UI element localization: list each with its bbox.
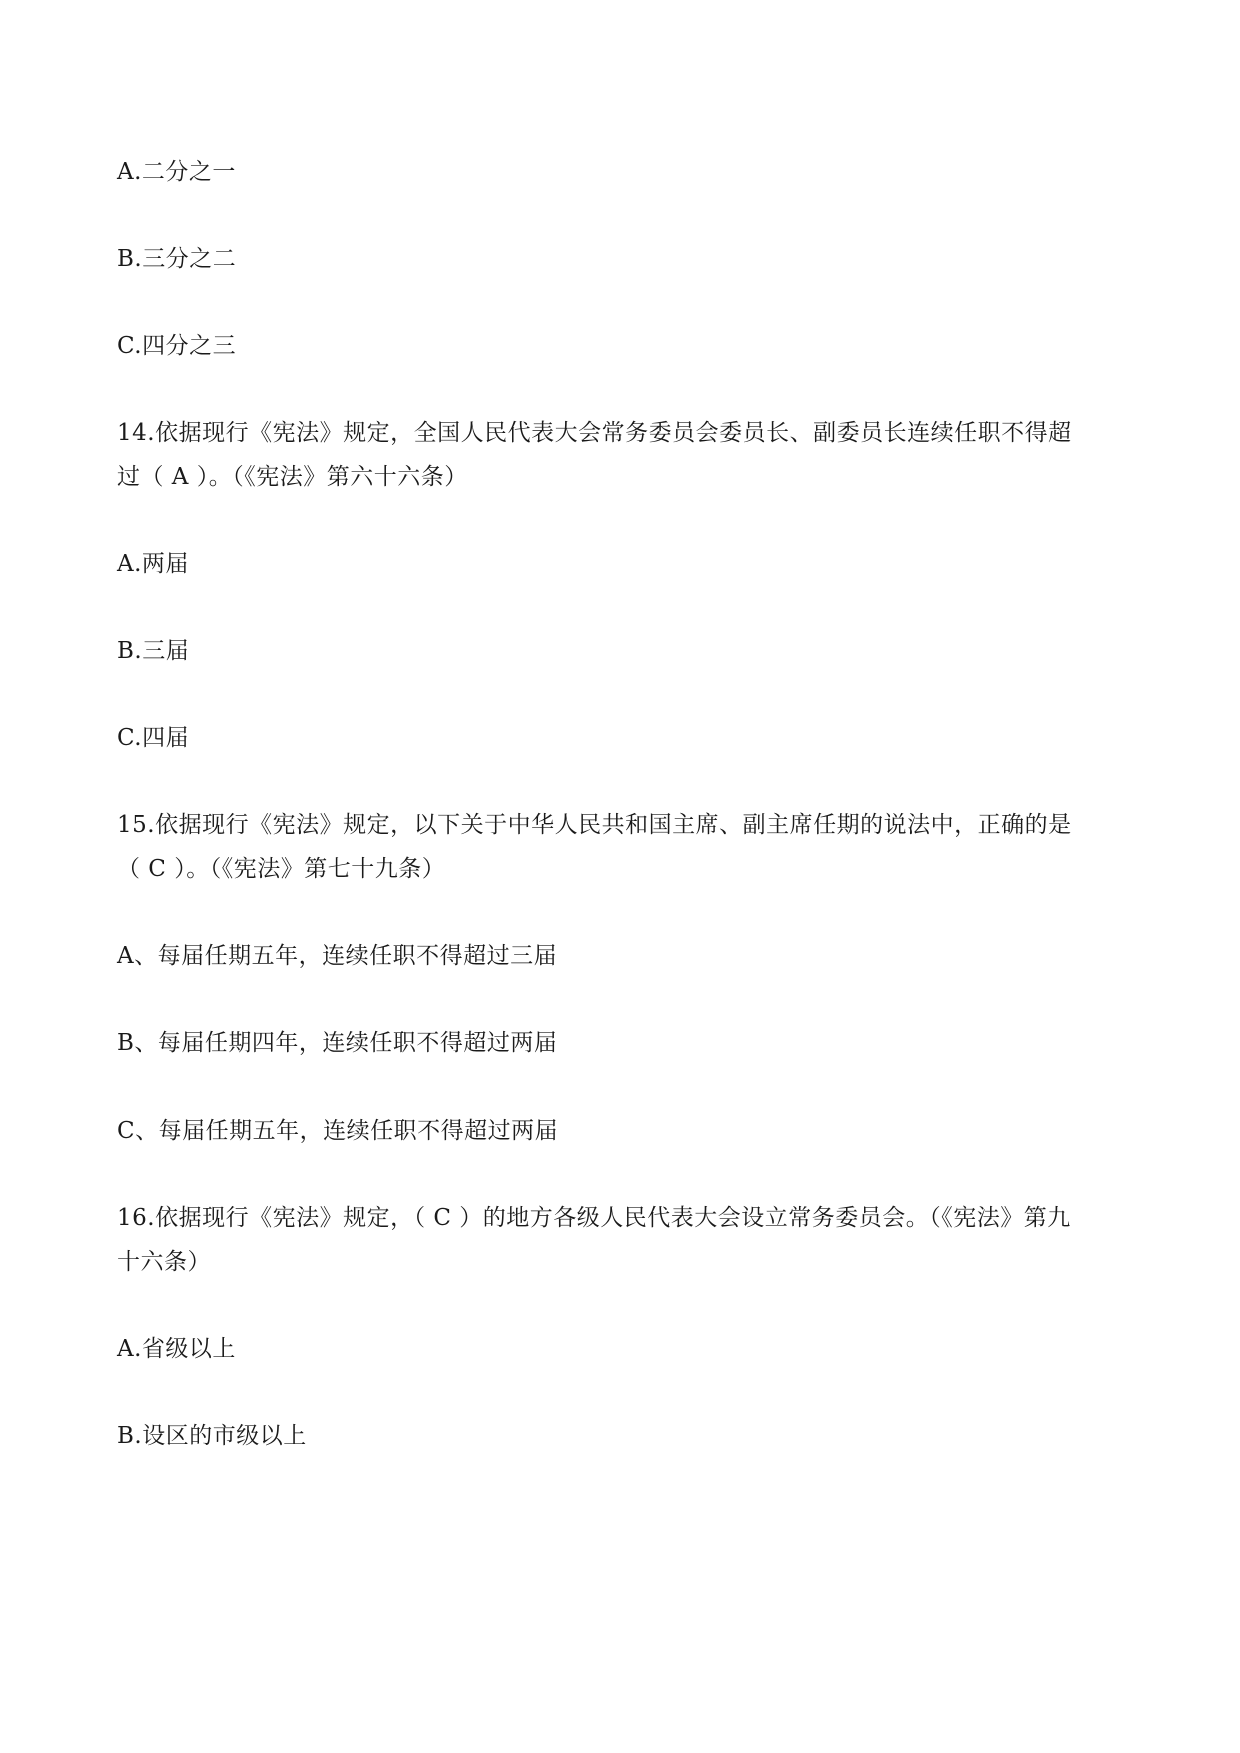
q13-option-b: B.三分之二 [117,246,237,272]
q13-option-c: C.四分之三 [117,333,237,359]
q15-option-c: C、每届任期五年，连续任职不得超过两届 [117,1118,559,1144]
q15-option-a: A、每届任期五年，连续任职不得超过三届 [117,943,558,969]
q16-question-line1: 16.依据现行《宪法》规定，（ C ）的地方各级人民代表大会设立常务委员会。（《宪法》第九 [117,1205,1071,1231]
q15-question-line1: 15.依据现行《宪法》规定，以下关于中华人民共和国主席、副主席任期的说法中，正确的是 [117,812,1072,838]
q16-question-line2: 十六条） [117,1249,211,1275]
q13-option-a: A.二分之一 [117,159,236,185]
q14-question-line2: 过（ A ）。（《宪法》第六十六条） [117,464,468,490]
q14-option-c: C.四届 [117,725,190,751]
q15-option-b: B、每届任期四年，连续任职不得超过两届 [117,1030,558,1056]
q16-option-a: A.省级以上 [117,1336,236,1362]
q14-option-b: B.三届 [117,638,190,664]
q16-option-b: B.设区的市级以上 [117,1423,307,1449]
q14-question-line1: 14.依据现行《宪法》规定，全国人民代表大会常务委员会委员长、副委员长连续任职不得超 [117,420,1072,446]
q14-option-a: A.两届 [117,551,189,577]
q15-question-line2: （ C ）。（《宪法》第七十九条） [117,856,446,882]
